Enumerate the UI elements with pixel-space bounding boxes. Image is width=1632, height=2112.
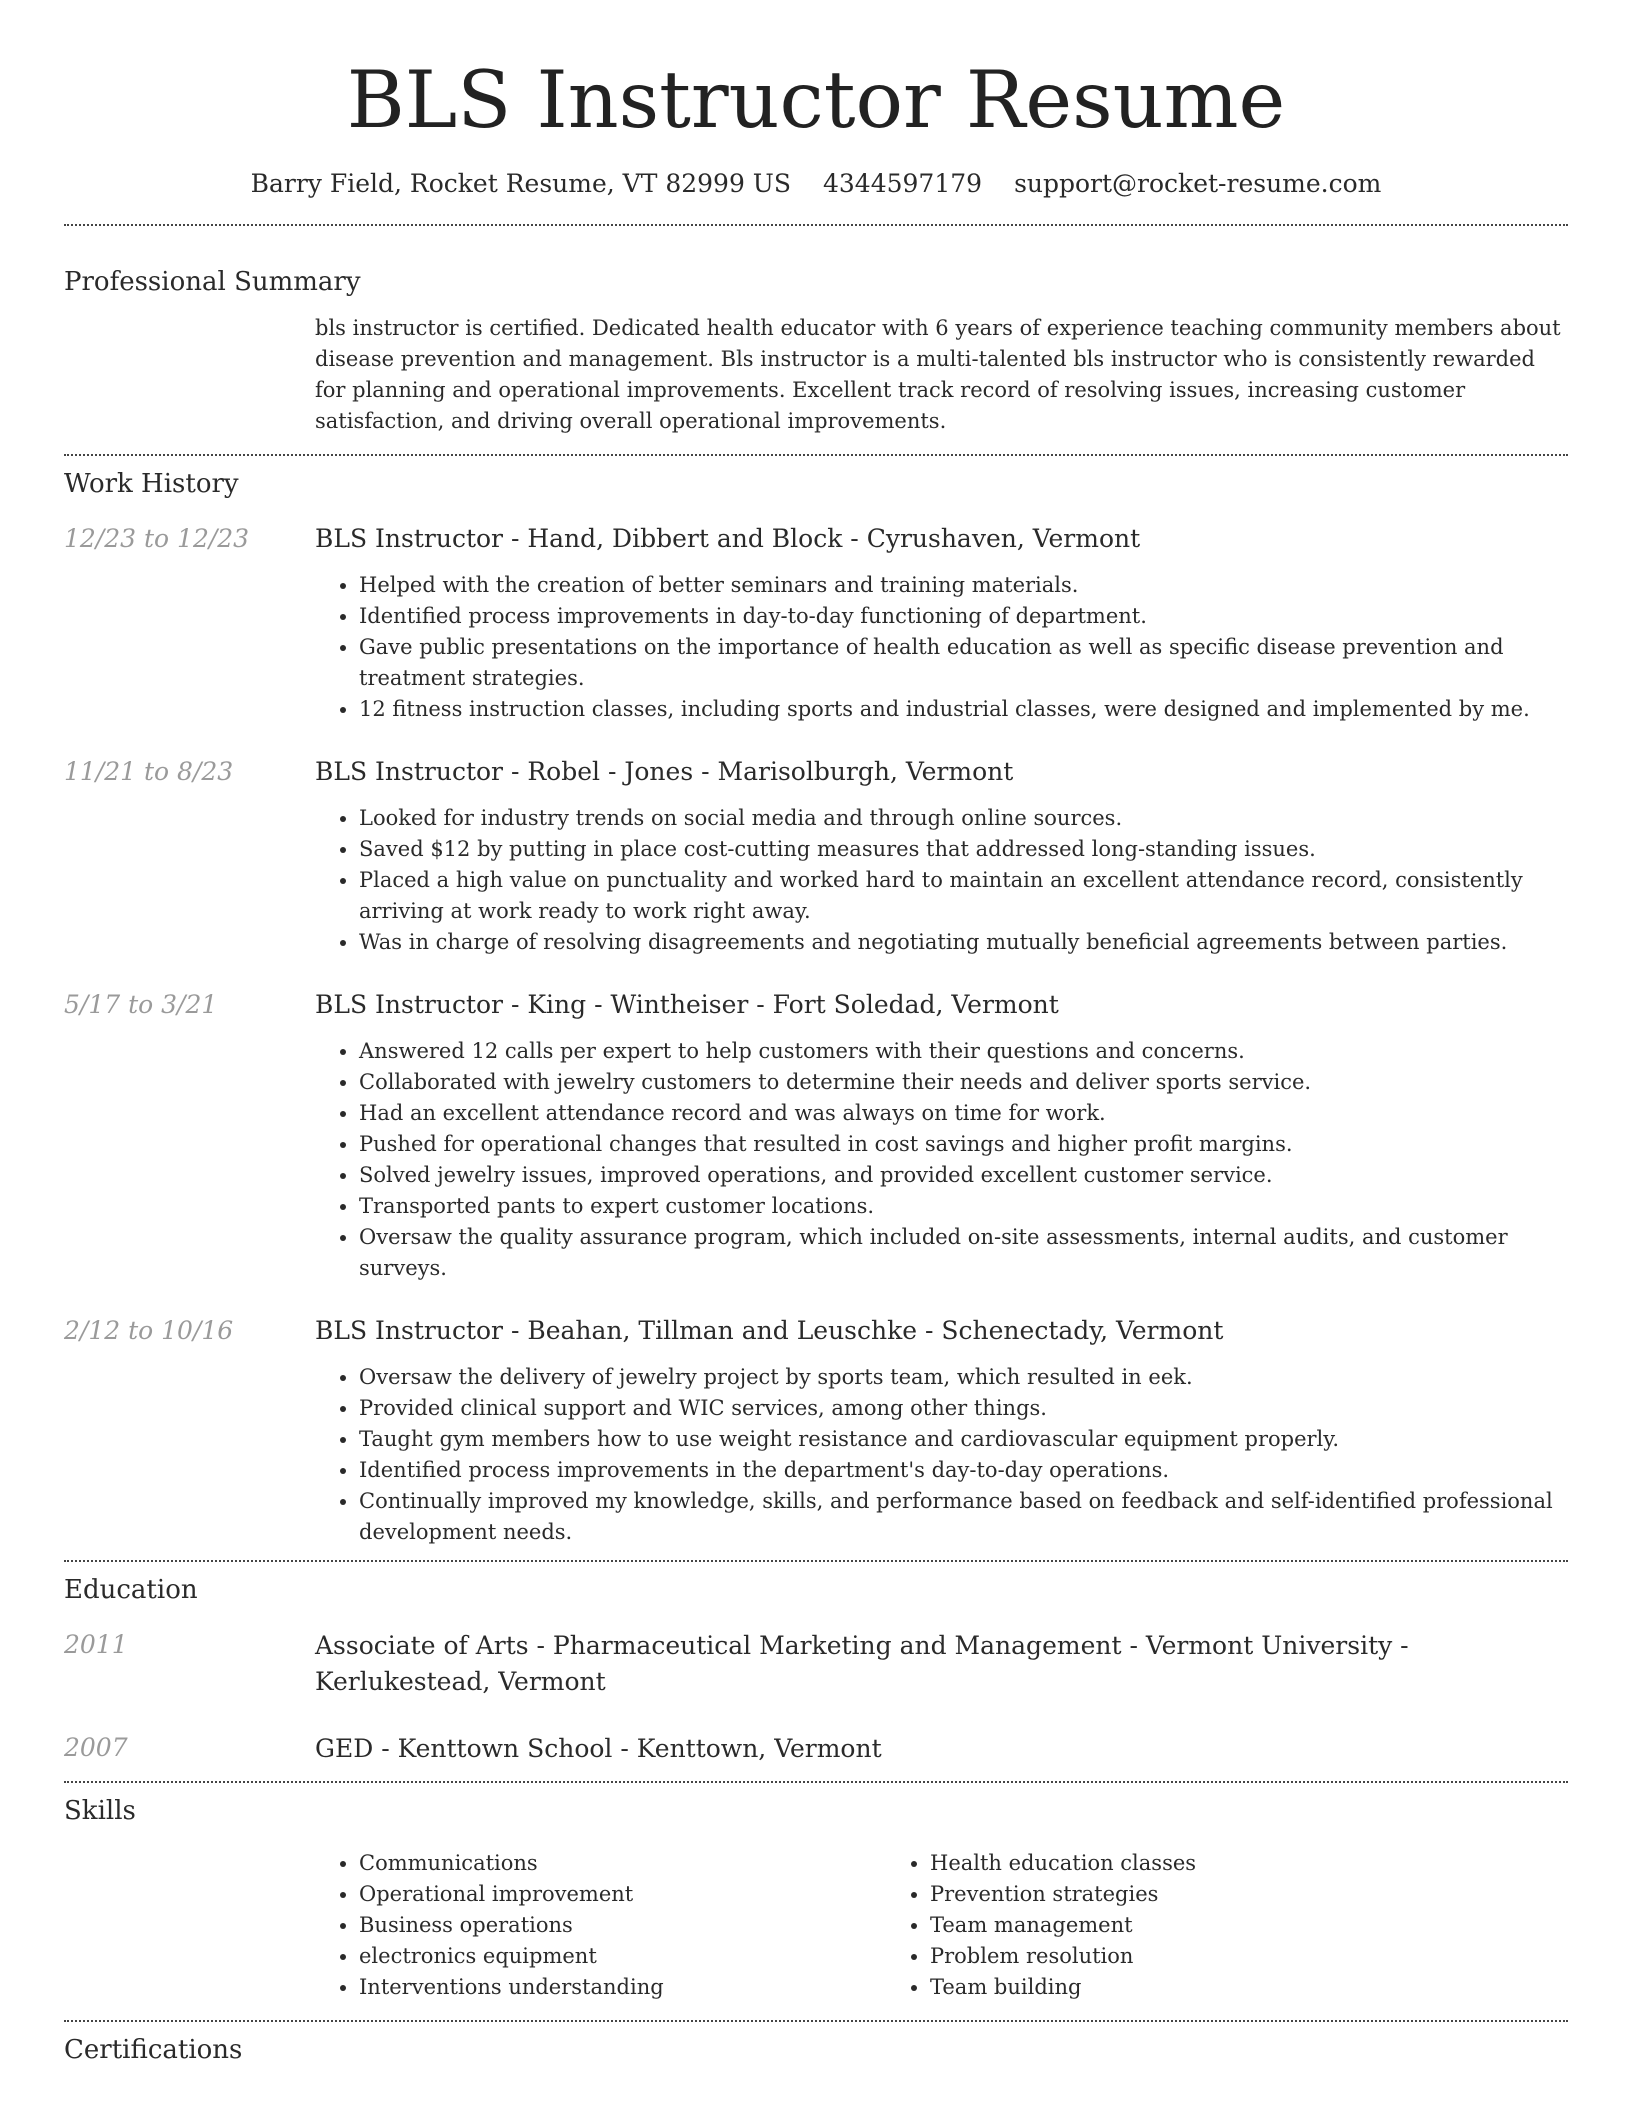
list-item: • Was in charge of resolving disagreements and negotiating mutually beneficial agreements between parties. — [359, 927, 1568, 958]
job-dates: 12/23 to 12/23 — [64, 524, 250, 553]
work-history-heading: Work History — [64, 469, 239, 499]
list-item: • Business operations — [359, 1910, 886, 1941]
education-entry — [64, 1628, 1568, 1700]
certifications-heading: Certifications — [64, 2035, 243, 2065]
job-bullets — [315, 1362, 1568, 1548]
list-item: • Helped with the creation of better seminars and training materials. — [359, 570, 1568, 601]
education-title: GED - Kenttown School - Kenttown, Vermont — [315, 1734, 882, 1763]
list-item: • Oversaw the quality assurance program, which included on-site assessments, internal audits, and customer surveys. — [359, 1222, 1568, 1284]
section-divider — [64, 454, 1568, 456]
work-entry — [64, 522, 1568, 725]
section-divider — [64, 224, 1568, 226]
list-item: • Taught gym members how to use weight resistance and cardiovascular equipment properly. — [359, 1424, 1568, 1455]
work-entry — [64, 755, 1568, 958]
skills-list — [315, 1848, 1568, 2003]
list-item: • Team building — [930, 1972, 1457, 2003]
education-year: 2007 — [64, 1733, 128, 1762]
education-title: Associate of Arts - Pharmaceutical Marketing and Management - Vermont University - Kerlukestead, Vermont — [315, 1631, 1409, 1696]
list-item: • Solved jewelry issues, improved operations, and provided excellent customer service. — [359, 1160, 1568, 1191]
list-item: • electronics equipment — [359, 1941, 886, 1972]
list-item: • Pushed for operational changes that resulted in cost savings and higher profit margins. — [359, 1129, 1568, 1160]
list-item: • Provided clinical support and WIC services, among other things. — [359, 1393, 1568, 1424]
resume-page — [64, 0, 1568, 2068]
job-dates: 11/21 to 8/23 — [64, 757, 234, 786]
contact-address: Barry Field, Rocket Resume, VT 82999 US — [250, 169, 791, 198]
summary-text: bls instructor is certified. Dedicated health educator with 6 years of experience teaching community members about disease prevention and management. Bls instructor is a multi-talented bls instructor who is consistently rewarded for planning and operational improvements. Excellent track record of resolving issues, increasing customer satisfaction, and driving overall operational improvements. — [315, 316, 1561, 433]
contact-phone: 4344597179 — [823, 169, 983, 198]
section-divider — [64, 1781, 1568, 1783]
list-item: • Gave public presentations on the importance of health education as well as specific disease prevention and treatment strategies. — [359, 632, 1568, 694]
list-item: • Interventions understanding — [359, 1972, 886, 2003]
list-item: • Continually improved my knowledge, skills, and performance based on feedback and self-identified professional development needs. — [359, 1486, 1568, 1548]
work-entry — [64, 988, 1568, 1284]
job-bullets — [315, 1036, 1568, 1284]
section-divider — [64, 1560, 1568, 1562]
list-item: • Problem resolution — [930, 1941, 1457, 1972]
list-item: • Team management — [930, 1910, 1457, 1941]
list-item: • Collaborated with jewelry customers to determine their needs and deliver sports service. — [359, 1067, 1568, 1098]
list-item: • Looked for industry trends on social media and through online sources. — [359, 803, 1568, 834]
list-item: • Operational improvement — [359, 1879, 886, 1910]
list-item: • Answered 12 calls per expert to help customers with their questions and concerns. — [359, 1036, 1568, 1067]
section-divider — [64, 2020, 1568, 2022]
contact-email: support@rocket-resume.com — [1014, 169, 1382, 198]
skills-column-right — [886, 1848, 1457, 2003]
list-item: • Identified process improvements in the department's day-to-day operations. — [359, 1455, 1568, 1486]
education-year: 2011 — [64, 1630, 128, 1659]
job-dates: 2/12 to 10/16 — [64, 1316, 234, 1345]
job-title: BLS Instructor - King - Wintheiser - Fort Soledad, Vermont — [315, 990, 1059, 1019]
list-item: • Communications — [359, 1848, 886, 1879]
list-item: • 12 fitness instruction classes, including sports and industrial classes, were designed and implemented by me. — [359, 694, 1568, 725]
list-item: • Identified process improvements in day-to-day functioning of department. — [359, 601, 1568, 632]
contact-line — [64, 166, 1568, 202]
summary-heading: Professional Summary — [64, 267, 361, 297]
education-entry — [64, 1731, 1568, 1767]
list-item: • Health education classes — [930, 1848, 1457, 1879]
skills-column-left — [315, 1848, 886, 2003]
list-item: • Transported pants to expert customer locations. — [359, 1191, 1568, 1222]
skills-heading: Skills — [64, 1796, 136, 1826]
list-item: • Saved $12 by putting in place cost-cutting measures that addressed long-standing issues. — [359, 834, 1568, 865]
work-entry — [64, 1314, 1568, 1548]
list-item: • Oversaw the delivery of jewelry project by sports team, which resulted in eek. — [359, 1362, 1568, 1393]
job-bullets — [315, 570, 1568, 725]
resume-title: BLS Instructor Resume — [346, 54, 1286, 146]
list-item: • Prevention strategies — [930, 1879, 1457, 1910]
list-item: • Had an excellent attendance record and was always on time for work. — [359, 1098, 1568, 1129]
job-title: BLS Instructor - Hand, Dibbert and Block - Cyrushaven, Vermont — [315, 524, 1141, 553]
list-item: • Placed a high value on punctuality and worked hard to maintain an excellent attendance record, consistently arriving at work ready to work right away. — [359, 865, 1568, 927]
job-title: BLS Instructor - Robel - Jones - Marisolburgh, Vermont — [315, 757, 1014, 786]
education-heading: Education — [64, 1575, 198, 1605]
job-dates: 5/17 to 3/21 — [64, 990, 218, 1019]
job-bullets — [315, 803, 1568, 958]
job-title: BLS Instructor - Beahan, Tillman and Leuschke - Schenectady, Vermont — [315, 1316, 1224, 1345]
